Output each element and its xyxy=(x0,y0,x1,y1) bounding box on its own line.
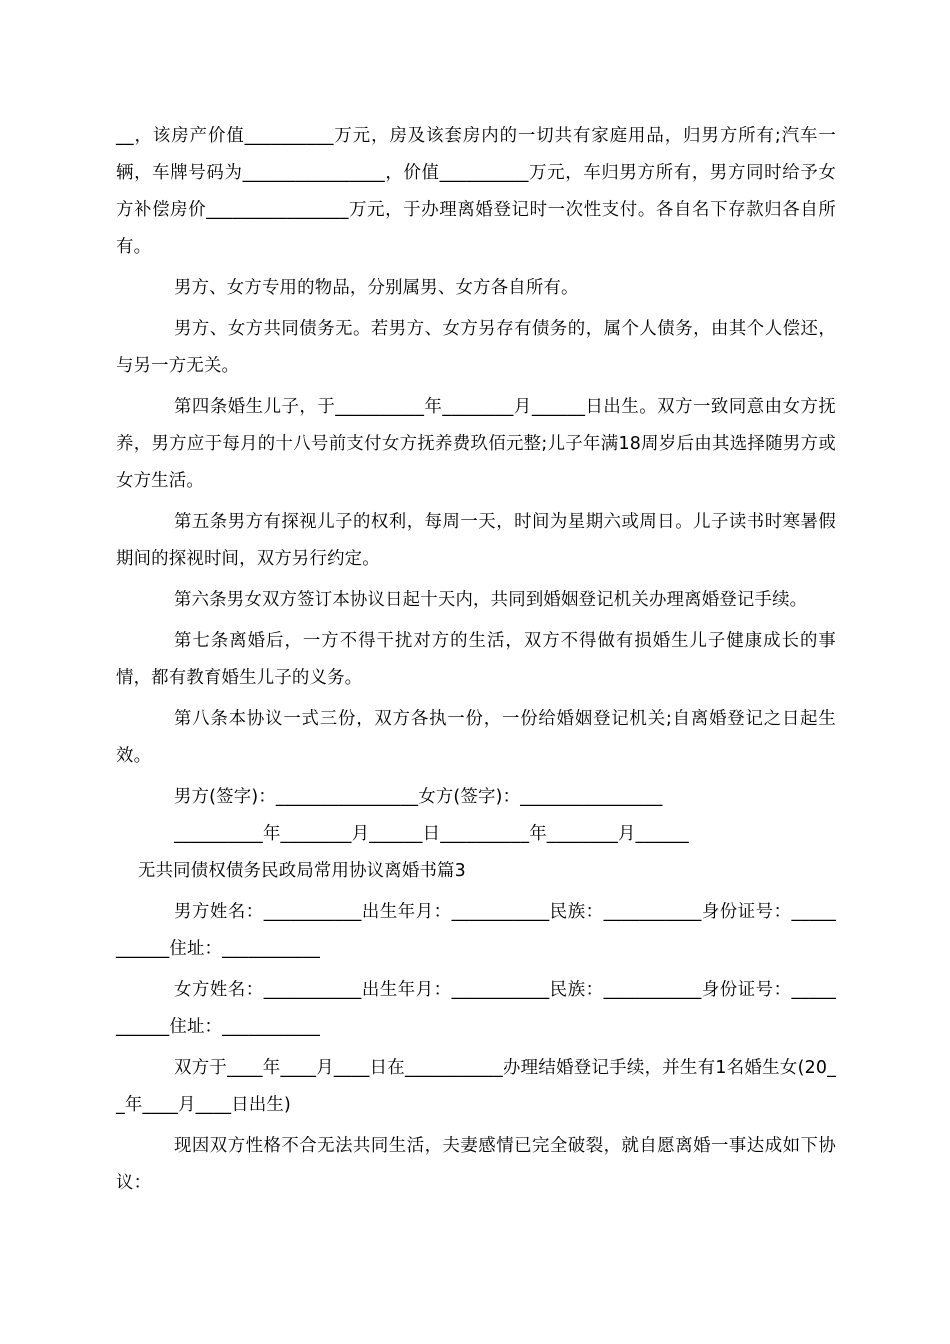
paragraph-personal-items: 男方、女方专用的物品，分别属男、女方各自所有。 xyxy=(174,278,579,298)
paragraph-article-5: 第五条男方有探视儿子的权利，每周一天，时间为星期六或周日。儿子读书时寒暑假期间的探视时间，双方另行约定。 xyxy=(116,512,836,569)
paragraph-article-4: 第四条婚生儿子，于__________年________月______日出生。双方一致同意由女方抚养，男方应于每月的十八号前支付女方抚养费玖佰元整;儿子年满18周岁后由其选择随男方或女方生活。 xyxy=(116,397,836,491)
paragraph-article-7: 第七条离婚后，一方不得干扰对方的生活，双方不得做有损婚生儿子健康成长的事情，都有教育婚生儿子的义务。 xyxy=(116,631,836,688)
paragraph-male-info: 男方姓名：___________出生年月：___________民族：___________身份证号：___________住址：___________ xyxy=(116,902,836,959)
document-body xyxy=(116,118,836,1206)
paragraph-debts: 男方、女方共同债务无。若男方、女方另存有债务的，属个人债务，由其个人偿还，与另一方无关。 xyxy=(116,319,836,376)
paragraph-marriage-registration: 双方于____年____月____日在___________办理结婚登记手续，并生有1名婚生女(20__年____月____日出生) xyxy=(116,1058,836,1115)
date-line: __________年________月______日__________年________月______ xyxy=(174,824,689,844)
section-heading: 无共同债权债务民政局常用协议离婚书篇3 xyxy=(138,861,466,881)
paragraph-article-6: 第六条男女双方签订本协议日起十天内，共同到婚姻登记机关办理离婚登记手续。 xyxy=(174,590,808,610)
signature-line: 男方(签字)：________________女方(签字)：________________ xyxy=(174,787,663,807)
paragraph-property-division: __，该房产价值__________万元，房及该套房内的一切共有家庭用品，归男方所有;汽车一辆，车牌号码为________________，价值__________万元，车归男方所有，男方同时给予女方补偿房价________________万元，于办理离婚登记时一次性支付。各自名下存款归各自所有。 xyxy=(116,126,836,257)
paragraph-agreement-intro: 现因双方性格不合无法共同生活，夫妻感情已完全破裂，就自愿离婚一事达成如下协议： xyxy=(116,1136,836,1193)
paragraph-article-8: 第八条本协议一式三份，双方各执一份，一份给婚姻登记机关;自离婚登记之日起生效。 xyxy=(116,709,836,766)
paragraph-female-info: 女方姓名：___________出生年月：___________民族：___________身份证号：___________住址：___________ xyxy=(116,980,836,1037)
